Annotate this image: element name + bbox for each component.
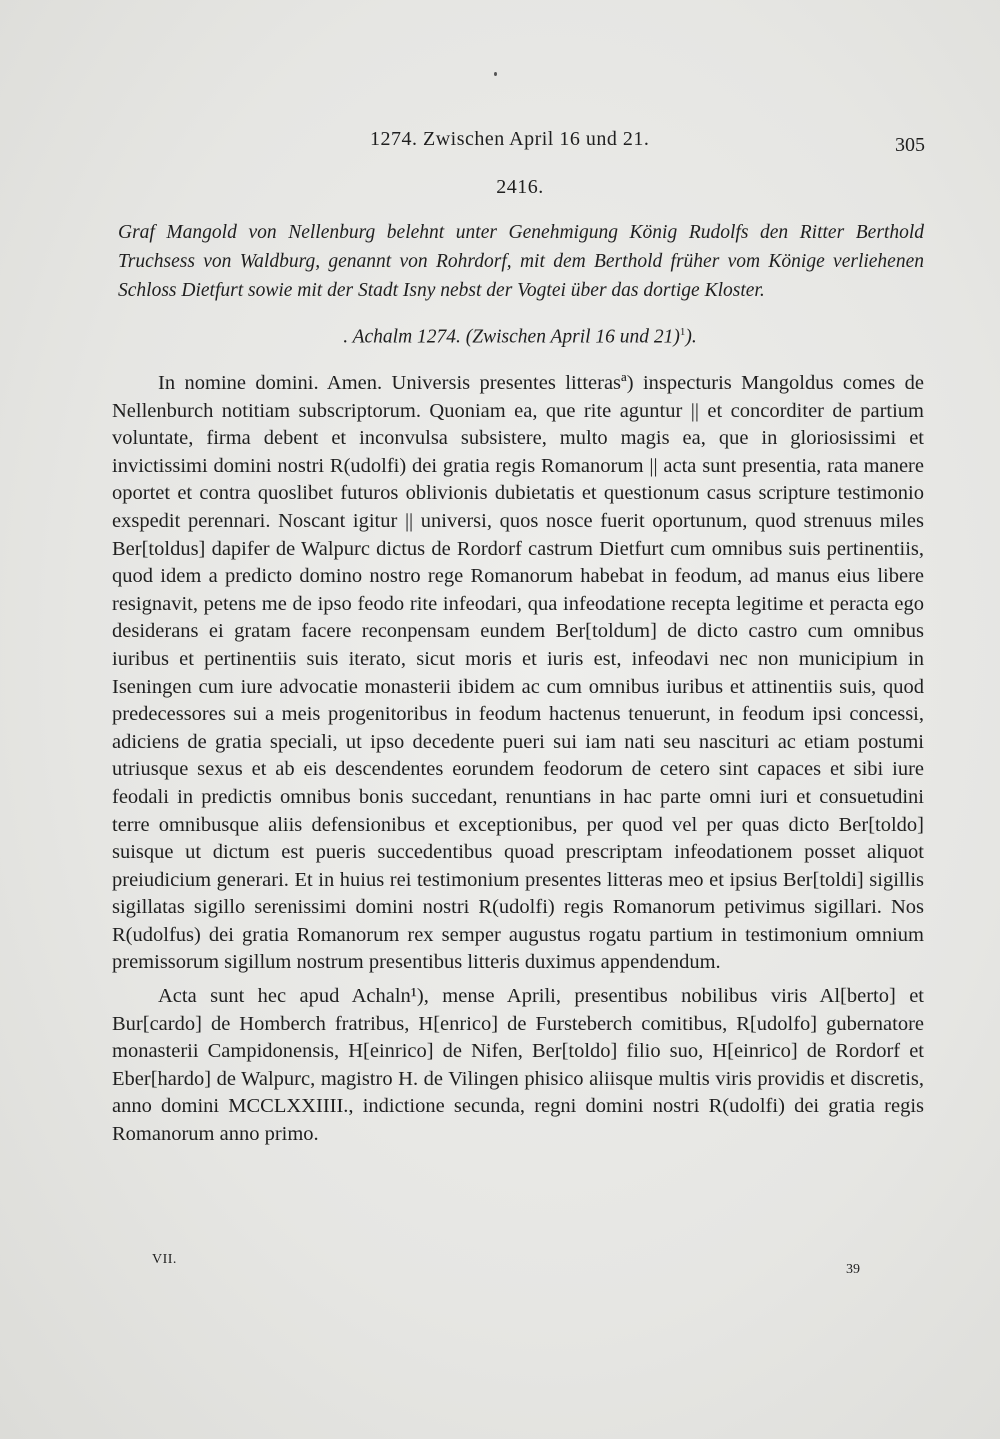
document-number: 2416. <box>496 176 544 198</box>
regest-summary: Graf Mangold von Nellenburg belehnt unter Genehmigung König Rudolfs den Ritter Berthold Truchsess von Waldburg, genannt von Rohrdorf, mit dem Berthold früher vom Könige verliehenen Schloss Dietfurt sowie mit der Stadt Isny nebst der Vogtei über das dortige Kloster. <box>118 222 924 301</box>
paper-speck <box>494 72 497 76</box>
running-header <box>110 128 925 164</box>
header-date: 1274. Zwischen April 16 und 21. <box>370 128 650 150</box>
place-date-line <box>0 326 1000 349</box>
sheet-number: 39 <box>846 1262 860 1277</box>
charter-paragraph-1: In nomine domini. Amen. Universis presentes litterasª) inspecturis Mangoldus comes de Nellenburch notitiam subscriptorum. Quoniam ea, que rite aguntur || et concorditer de partium voluntate, firma debent et inconvulsa subsistere, multo magis ea, que in gloriosissimi et invictissimi domini nostri R(udolfi) dei gratia regis Romanorum || acta sunt presentia, rata manere oportet et contra quoslibet futuros oblivionis dubietatis et questionum casus scripture testimonio exspedit perennari. Noscant igitur || universi, quos nosce fuerit oportunum, quod strenuus miles Ber[toldus] dapifer de Walpurc dictus de Rordorf castrum Dietfurt cum omnibus suis pertinentiis, quod idem a predicto domino nostro rege Romanorum habebat in feodum, ad manus eius libere resignavit, petens me de ipso feodo rite infeodari, qua infeodatione recepta legitime et peracta ego desiderans ei gratam facere reconpensam eundem Ber[toldum] de dicto castro cum omnibus iuribus et pertinentiis suis iterato, sicut moris et iuris est, infeodavi nec non municipium in Iseningen cum iure advocatie monasterii ibidem ac cum omnibus iuribus et attinentiis suis, quod predecessores sui a meis progenitoribus in feodum hactenus tenuerunt, in feodum ipsi concessi, adiciens de gratia speciali, ut ipso decedente pueri sui iam nati seu nascituri ac etiam postumi utriusque sexus et ab eis descendentes eorundem feodorum de cetero sint capaces et sibi iure feodali in predictis omnibus bonis succedant, renuntians in hac parte omni iuri et consuetudini terre omnibusque aliis defensionibus et exceptionibus, per quod vel per quas dicto Ber[toldo] suisque ut dictum est pueris succedentibus quoad prescriptam infeodationem posset aliquot preiudicium generari. Et in huius rei testimonium presentes litteras meo et ipsius Ber[toldi] sigillis sigillatas sigillo serenissimi domini nostri R(udolfi) regis Romanorum petivimus sigillari. Nos R(udolfus) dei gratia Romanorum rex semper augustus rogatu partium in testimonium omnium premissorum sigillum nostrum presentibus litteris duximus appendendum. <box>112 372 924 974</box>
footnote-marker: 1 <box>679 326 686 338</box>
charter-paragraph-2: Acta sunt hec apud Achaln¹), mense Aprili, presentibus nobilibus viris Al[berto] et Bur[cardo] de Homberch fratribus, H[enrico] de Fursteberch comitibus, R[udolfo] gubernatore monasterii Campidonensis, H[einrico] de Nifen, Ber[toldo] filio suo, H[einrico] de Rordorf et Eber[hardo] de Walpurc, magistro H. de Vilingen phisico aliisque multis viris providis et discretis, anno domini MCCLXXIIII., indictione secunda, regni domini nostri R(udolfi) dei gratia regis Romanorum anno primo. <box>112 985 924 1146</box>
page-number: 305 <box>895 134 925 156</box>
charter-text <box>112 370 924 1149</box>
place-date-close: ). <box>685 326 697 348</box>
volume-signature: VII. <box>152 1252 177 1267</box>
place-date-text: . Achalm 1274. (Zwischen April 16 und 21) <box>343 326 680 348</box>
